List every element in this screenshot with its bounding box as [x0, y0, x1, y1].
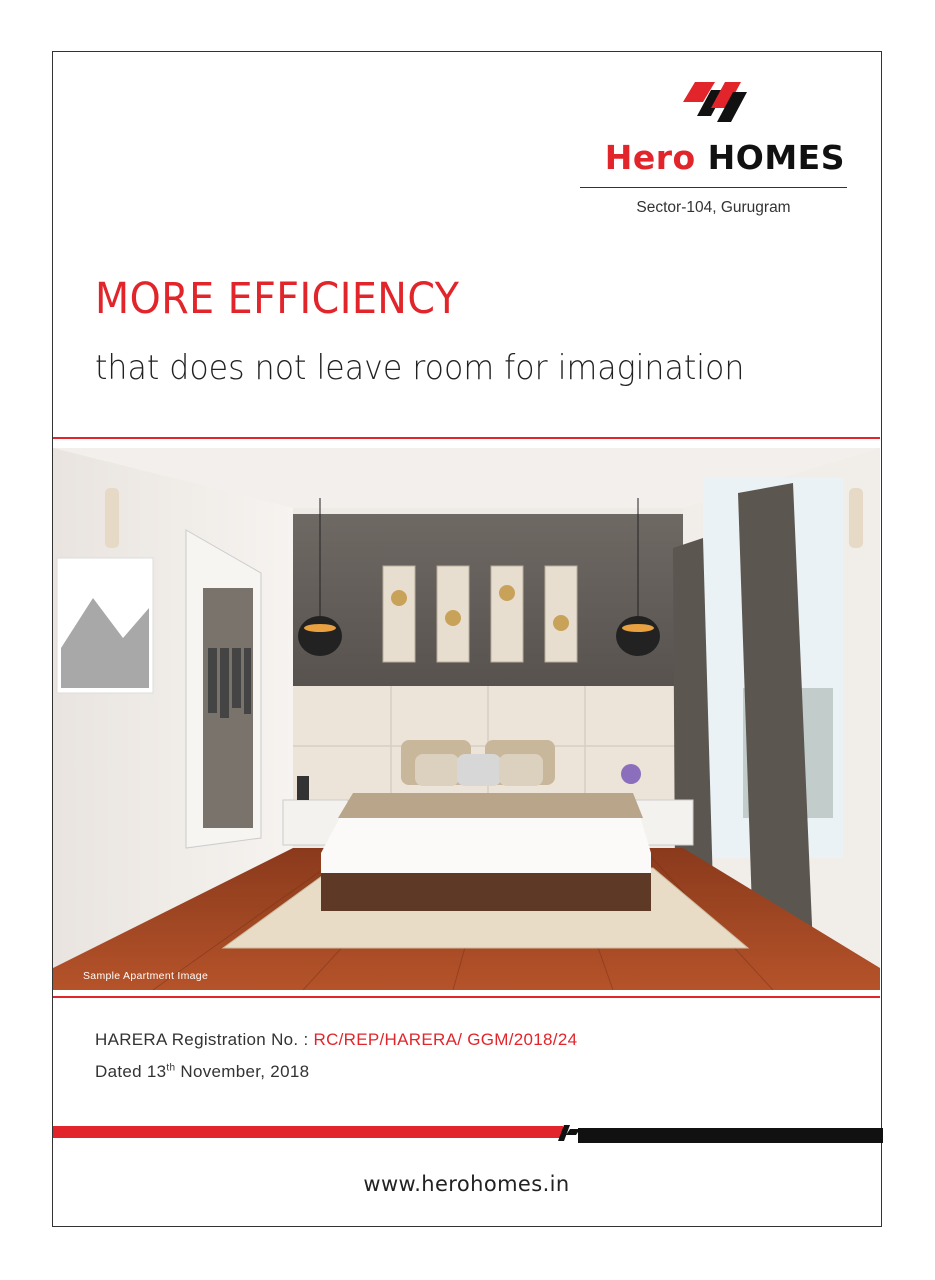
- registration-line: [95, 1030, 577, 1050]
- brand-name-first: Hero: [604, 138, 696, 177]
- brand-name: [605, 138, 845, 177]
- top-red-rule: [53, 437, 880, 439]
- footer-red-band: [53, 1126, 563, 1138]
- footer-black-band: [578, 1128, 883, 1143]
- registration-date: [95, 1062, 309, 1082]
- bedroom-photo: [53, 448, 880, 990]
- hero-homes-logo-icon: [681, 82, 751, 124]
- brand-name-second: HOMES: [707, 138, 845, 177]
- headline: MORE EFFICIENCY: [95, 274, 460, 324]
- subheadline: that does not leave room for imagination: [95, 348, 745, 388]
- brand-location: Sector-104, Gurugram: [636, 199, 791, 216]
- website-link[interactable]: www.herohomes.in: [363, 1172, 570, 1196]
- bedroom-illustration: [53, 448, 880, 990]
- registration-number: RC/REP/HARERA/ GGM/2018/24: [313, 1030, 578, 1049]
- bottom-red-rule: [53, 996, 880, 998]
- photo-caption: Sample Apartment Image: [83, 970, 209, 982]
- registration-label: HARERA Registration No. :: [95, 1030, 314, 1049]
- page-frame: [52, 51, 882, 1227]
- dated-rest: November, 2018: [175, 1062, 310, 1081]
- dated-prefix: Dated 13: [95, 1062, 167, 1081]
- brand-divider: [580, 187, 847, 188]
- small-logo-icon: [558, 1125, 580, 1141]
- dated-suffix: th: [166, 1062, 176, 1074]
